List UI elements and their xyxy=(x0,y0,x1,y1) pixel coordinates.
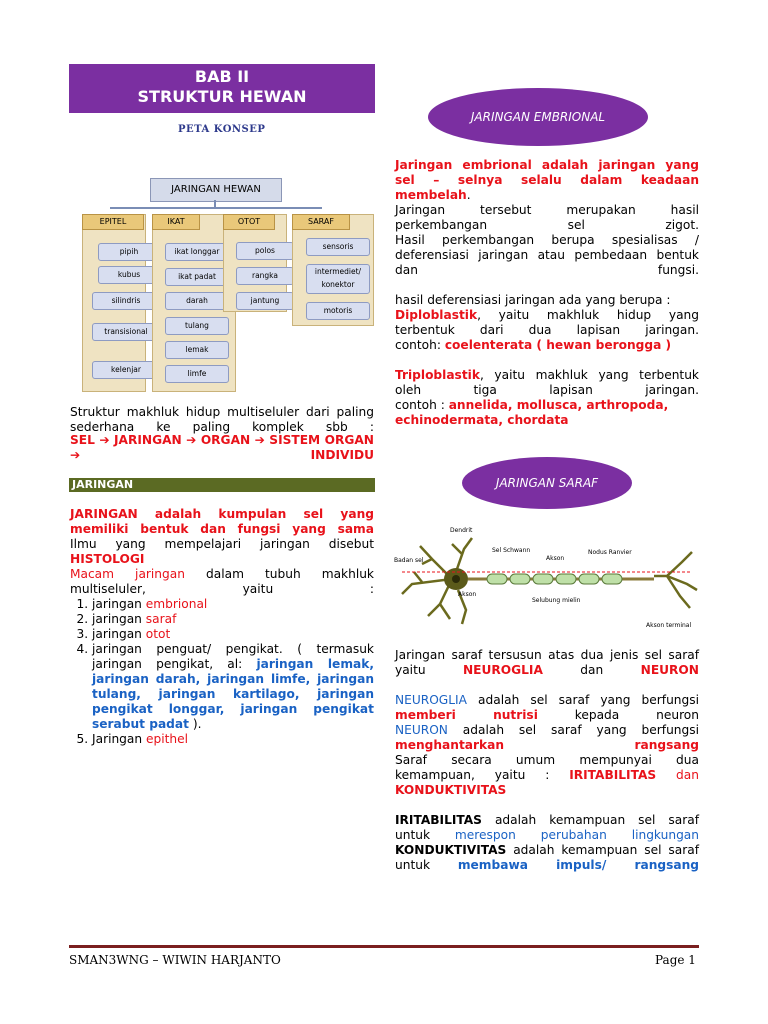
saraf-label: JARINGAN SARAF xyxy=(462,457,632,509)
label-akson2: Akson xyxy=(458,591,477,598)
triploblastik-term: Triploblastik xyxy=(395,368,480,382)
jaringan-definition: JARINGAN adalah kumpulan sel yang memiliki bentuk dan fungsi yang sama xyxy=(70,507,374,536)
embrional-definition: Jaringan embrional adalah jaringan yang sel – selnya selalu dalam keadaan membelah xyxy=(395,158,699,202)
concept-item: motoris xyxy=(306,302,370,320)
saraf-section: Jaringan saraf tersusun atas dua jenis sel saraf yaitu NEUROGLIA dan NEURON NEUROGLIA adalah sel saraf yang berfungsi memberi nutrisi kepada neuron NEURON adalah sel saraf yang berfungsi menghantarkan rangsang Saraf secara umum mempunyai dua kemampuan, yaitu : IRITABILITAS dan KONDUKTIVITAS IRITABILITAS adalah kemampuan sel saraf untuk merespon perubahan lingkungan KONDUKTIVITAS adalah kemampuan sel saraf untuk membawa impuls/ rangsang xyxy=(395,648,699,872)
concept-root: JARINGAN HEWAN xyxy=(150,178,282,202)
diploblastik-term: Diploblastik xyxy=(395,308,478,322)
embrional-section: Jaringan embrional adalah jaringan yang sel – selnya selalu dalam keadaan membelah. Jaringan tersebut merupakan hasil perkembangan sel zigot. Hasil perkembangan berupa spesialisas / deferensiasi jaringan atau pembedaan bentuk dan fungsi. hasil deferensiasi jaringan ada yang berupa : Diploblastik, yaitu makhluk hidup yang terbentuk dari dua lapisan jaringan. contoh: coelenterata ( hewan berongga ) Triploblastik, yaitu makhluk yang terbentuk oleh tiga lapisan jaringan. contoh : annelida, mollusca, arthropoda, echinodermata, chordata xyxy=(395,158,699,427)
concept-item: pipih xyxy=(98,243,160,261)
macam-text: dalam tubuh makhluk multiseluler, yaitu : xyxy=(70,567,374,596)
footer-author: SMAN3WNG – WIWIN HARJANTO xyxy=(69,953,281,967)
label-nodus: Nodus Ranvier xyxy=(588,549,632,556)
neuron-diagram xyxy=(392,524,702,634)
ilmu-text: Ilmu yang mempelajari jaringan disebut xyxy=(70,537,374,551)
intro-paragraph xyxy=(70,405,374,435)
concept-item: rangka xyxy=(236,267,294,285)
ikat-head: IKAT xyxy=(152,214,200,230)
chapter-title: STRUKTUR HEWAN xyxy=(137,87,307,106)
hierarchy-text: SEL ➔ JARINGAN ➔ ORGAN ➔ SISTEM ORGAN ➔ INDIVIDU xyxy=(70,433,374,462)
histologi-term: HISTOLOGI xyxy=(70,552,145,566)
concept-map-heading: PETA KONSEP xyxy=(178,124,266,135)
concept-item: ikat longgar xyxy=(165,243,229,261)
macam-label: Macam jaringan xyxy=(70,567,185,581)
list-item: 2. jaringan saraf xyxy=(92,612,374,627)
concept-item: darah xyxy=(165,292,229,310)
concept-item: sensoris xyxy=(306,238,370,256)
concept-item: tulang xyxy=(165,317,229,335)
concept-item: kubus xyxy=(98,266,160,284)
list-item: 5. Jaringan epithel xyxy=(92,732,374,747)
label-mielin: Selubung mielin xyxy=(532,597,581,604)
neuroglia-term: NEUROGLIA xyxy=(462,663,543,677)
concept-item: intermediet/ konektor xyxy=(306,264,370,294)
intro-text: Struktur makhluk hidup multiseluler dari paling sederhana ke paling komplek sbb : xyxy=(70,405,374,434)
concept-item: lemak xyxy=(165,341,229,359)
otot-head: OTOT xyxy=(223,214,275,230)
section-bar-jaringan: JARINGAN xyxy=(69,478,375,492)
embrional-p1: Jaringan tersebut merupakan hasil perkembangan sel zigot. xyxy=(395,203,699,232)
concept-item: jantung xyxy=(236,292,294,310)
concept-item: limfe xyxy=(165,365,229,383)
chapter-title-box xyxy=(69,64,375,113)
concept-item: kelenjar xyxy=(92,361,160,379)
nucleus xyxy=(452,575,460,583)
embrional-label: JARINGAN EMBRIONAL xyxy=(428,88,648,146)
embrional-p3: hasil deferensiasi jaringan ada yang berupa : xyxy=(395,293,671,307)
saraf-head: SARAF xyxy=(292,214,350,230)
jaringan-list xyxy=(70,597,374,747)
list-item: 4. jaringan penguat/ pengikat. ( termasuk jaringan pengikat, al: jaringan lemak, jaringan darah, jaringan limfe, jaringan tulang, jaringan kartilago, jaringan pengikat longgar, jaringan pengikat serabut padat ). xyxy=(92,642,374,732)
chapter-number: BAB II xyxy=(194,67,250,86)
label-akson: Akson xyxy=(546,555,565,562)
concept-item: transisional xyxy=(92,323,160,341)
label-sel-schwann: Sel Schwann xyxy=(492,547,531,554)
connector xyxy=(110,207,322,209)
label-dendrit: Dendrit xyxy=(450,527,473,534)
list-item: 3. jaringan otot xyxy=(92,627,374,642)
concept-item: silindris xyxy=(92,292,160,310)
neuron-term: NEURON xyxy=(640,663,699,677)
concept-item: ikat padat xyxy=(165,268,229,286)
contoh-diplo: coelenterata ( hewan berongga ) xyxy=(444,338,672,352)
contoh-triplo: annelida, mollusca, arthropoda, echinodermata, chordata xyxy=(395,398,669,427)
label-terminal: Akson terminal xyxy=(646,622,692,629)
concept-item: polos xyxy=(236,242,294,260)
jaringan-section xyxy=(70,507,374,747)
list-item: 1. jaringan embrional xyxy=(92,597,374,612)
epitel-head: EPITEL xyxy=(82,214,144,230)
label-badan-sel: Badan sel xyxy=(394,557,424,564)
embrional-p2: Hasil perkembangan berupa spesialisas / deferensiasi jaringan atau pembedaan bentuk dan fungsi. xyxy=(395,233,699,277)
page-number: Page 1 xyxy=(655,953,696,967)
footer-rule xyxy=(69,945,699,948)
